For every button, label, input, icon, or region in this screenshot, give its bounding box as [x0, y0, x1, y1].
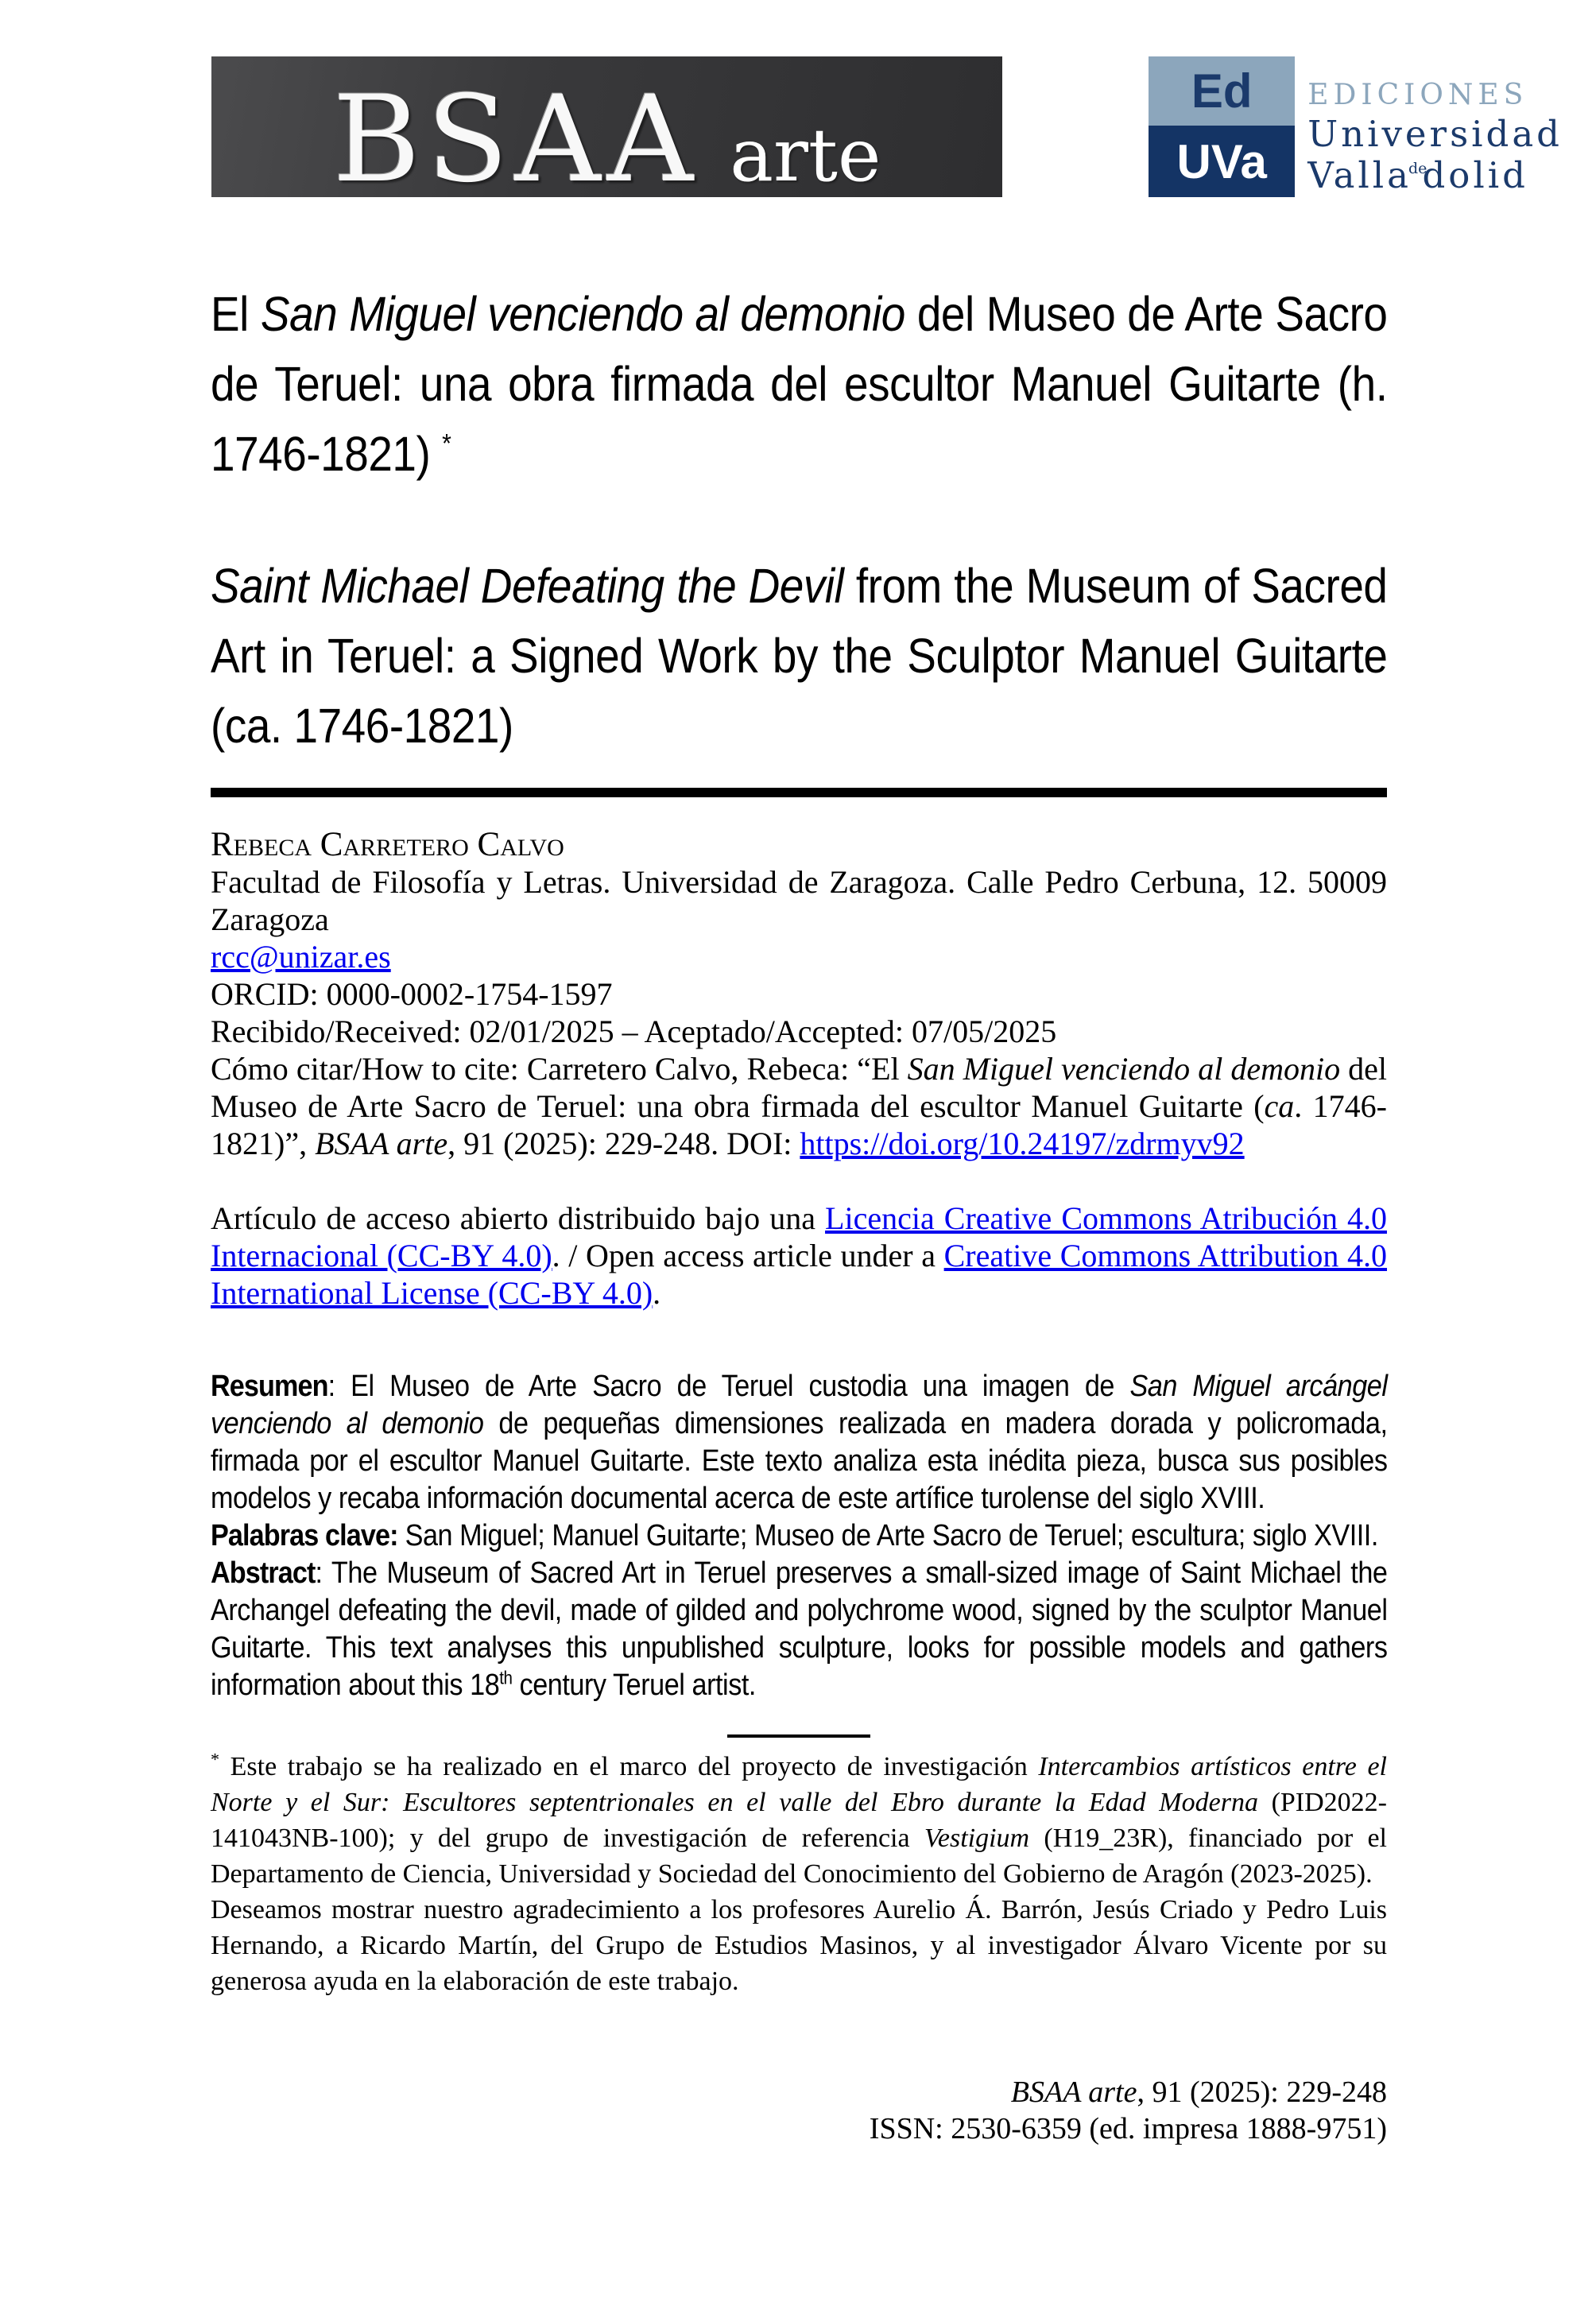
- cite-text-2: del Museo de Arte Sacro de Teruel: una obra firmada del escultor Manuel Guitarte (: [211, 1051, 1387, 1124]
- received-accepted-dates: Recibido/Received: 02/01/2025 – Aceptado/Accepted: 07/05/2025: [211, 1014, 1057, 1049]
- eduva-line-ediciones: EDICIONES: [1307, 79, 1528, 111]
- footnote-text-1: Este trabajo se ha realizado en el marco del proyecto de investigación: [219, 1752, 1039, 1781]
- license-text-en: . / Open access article under a: [552, 1238, 944, 1273]
- article-title-spanish: [211, 279, 1388, 489]
- bsaa-logo-text: BSAA: [332, 71, 700, 209]
- eduva-logo-square: [1149, 56, 1295, 197]
- valladolid-de-superscript: de: [1408, 160, 1427, 177]
- bsaa-arte-journal-logo: [211, 56, 1002, 209]
- footer-journal-line: [211, 2074, 1387, 2110]
- how-to-cite: [211, 1050, 1387, 1162]
- page: [0, 56, 1596, 2310]
- eduva-square-top: [1149, 56, 1295, 126]
- footnote-acknowledgements-paragraph: Deseamos mostrar nuestro agradecimiento a los profesores Aurelio Á. Barrón, Jesús Criado y Pedro Luis Hernando, a Ricardo Martín, del Grupo de Estudios Masinos, y al investigador Álvaro Vicente por su generosa ayuda en la elaboración de este trabajo.: [211, 1895, 1387, 1996]
- cite-italic-journal: BSAA arte: [315, 1126, 448, 1161]
- footnote-text-2: (PID2022-141043NB-100); y del grupo de investigación de referencia: [211, 1788, 1388, 1853]
- eduva-uva-text: UVa: [1176, 134, 1267, 188]
- resumen-italic-work-name: San Miguel arcángel venciendo al demonio: [211, 1370, 1388, 1440]
- author-affiliation: Facultad de Filosofía y Letras. Universidad de Zaragoza. Calle Pedro Cerbuna, 12. 50009 Zaragoza: [211, 864, 1387, 937]
- footer-issn-line: ISSN: 2530-6359 (ed. impresa 1888-9751): [869, 2112, 1387, 2145]
- eduva-square-bottom: [1149, 126, 1295, 197]
- page-header: [211, 56, 1563, 209]
- footnote-italic-group-name: Vestigium: [924, 1824, 1030, 1853]
- footer-issue-pages: , 91 (2025): 229-248: [1137, 2076, 1387, 2109]
- footnote-asterisk: *: [211, 1749, 220, 1769]
- cc-by-license-link-en[interactable]: Creative Commons Attribution 4.0 International License (CC-BY 4.0): [211, 1238, 1388, 1311]
- license-text-end: .: [653, 1275, 661, 1311]
- cite-text-3: . 1746-1821)”,: [211, 1088, 1387, 1161]
- doi-link[interactable]: https://doi.org/10.24197/zdrmyv92: [800, 1126, 1245, 1161]
- cc-by-license-link-es[interactable]: Licencia Creative Commons Atribución 4.0 Internacional (CC-BY 4.0): [211, 1200, 1387, 1273]
- keywords-paragraph: [211, 1517, 1388, 1555]
- resumen-label: Resumen: [211, 1370, 328, 1403]
- keywords-label: Palabras clave:: [211, 1519, 398, 1552]
- valladolid-part1: Valla: [1307, 154, 1412, 196]
- abstract-label: Abstract: [211, 1556, 316, 1590]
- title-es-text: El: [211, 287, 261, 341]
- eduva-line-valladolid: [1307, 155, 1563, 203]
- title-en-italic-work-name: Saint Michael Defeating the Devil: [211, 559, 844, 613]
- license-text-es: Artículo de acceso abierto distribuido bajo una: [211, 1200, 826, 1236]
- article-title-english: [211, 551, 1388, 761]
- bsaa-logo-subtext: arte: [730, 113, 881, 198]
- title-es-italic-work-name: San Miguel venciendo al demonio: [260, 287, 905, 341]
- cite-text: Cómo citar/How to cite: Carretero Calvo, Rebeca: “El: [211, 1051, 908, 1087]
- footnote-section: [211, 1749, 1387, 1999]
- footer-journal-name: BSAA arte: [1010, 2076, 1137, 2109]
- footnote-separator-rule: [727, 1734, 870, 1738]
- page-footer: [211, 2074, 1387, 2147]
- keywords-text: San Miguel; Manuel Guitarte; Museo de Arte Sacro de Teruel; escultura; siglo XVIII.: [397, 1519, 1378, 1552]
- footnote-funding-paragraph: [211, 1749, 1387, 1892]
- author-email-link[interactable]: rcc@unizar.es: [211, 939, 391, 975]
- author-orcid: ORCID: 0000-0002-1754-1597: [211, 976, 613, 1012]
- author-email-line: [211, 938, 1387, 975]
- cite-italic-work-name: San Miguel venciendo al demonio: [907, 1051, 1341, 1087]
- title-footnote-asterisk: *: [442, 429, 451, 459]
- article-first-page: [211, 279, 1387, 2147]
- license-paragraph: [211, 1200, 1387, 1312]
- footnote-italic-project-name: Intercambios artísticos entre el Norte y el Sur: Escultores septentrionales en el valle del Ebro durante la Edad Moderna: [211, 1752, 1388, 1817]
- resumen-text: : El Museo de Arte Sacro de Teruel custodia una imagen de: [327, 1370, 1130, 1403]
- abstract-ordinal-superscript: th: [499, 1667, 513, 1688]
- resumen-text-rest: de pequeñas dimensiones realizada en madera dorada y policromada, firmada por el escultor Manuel Guitarte. Este texto analiza esta inédita pieza, busca sus posibles modelos y recaba información documental acerca de este artífice turolense del siglo XVIII.: [211, 1407, 1388, 1515]
- abstract-text-rest: century Teruel artist.: [512, 1669, 756, 1702]
- title-es-text-rest: del Museo de Arte Sacro de Teruel: una obra firmada del escultor Manuel Guitarte (h. 1746-1821): [211, 287, 1388, 481]
- eduva-ed-text: Ed: [1191, 64, 1253, 118]
- resumen-paragraph: [211, 1368, 1388, 1517]
- abstract-paragraph: [211, 1555, 1388, 1704]
- eduva-wordmark: [1307, 56, 1563, 203]
- title-separator-rule: [211, 788, 1387, 797]
- ediciones-uva-publisher-logo: [1149, 56, 1563, 203]
- cite-italic-ca: ca: [1264, 1088, 1295, 1124]
- author-meta-block: [211, 826, 1387, 1162]
- footnote-text-3: (H19_23R), financiado por el Departamento de Ciencia, Universidad y Sociedad del Conocimiento del Gobierno de Aragón (2023-2025).: [211, 1824, 1387, 1889]
- valladolid-part2: dolid: [1422, 154, 1528, 196]
- title-en-text-rest: from the Museum of Sacred Art in Teruel: a Signed Work by the Sculptor Manuel Guitarte (ca. 1746-1821): [211, 559, 1388, 753]
- cite-text-4: , 91 (2025): 229-248. DOI:: [447, 1126, 800, 1161]
- eduva-line-universidad: Universidad: [1307, 113, 1563, 155]
- abstract-text: : The Museum of Sacred Art in Teruel preserves a small-sized image of Saint Michael the Archangel defeating the devil, made of gilded and polychrome wood, signed by the sculptor Manuel Guitarte. This text analyses this unpublished sculpture, looks for possible models and gathers information about this 18: [211, 1556, 1388, 1702]
- abstract-section: [211, 1368, 1388, 1704]
- author-name: Rebeca Carretero Calvo: [211, 826, 564, 863]
